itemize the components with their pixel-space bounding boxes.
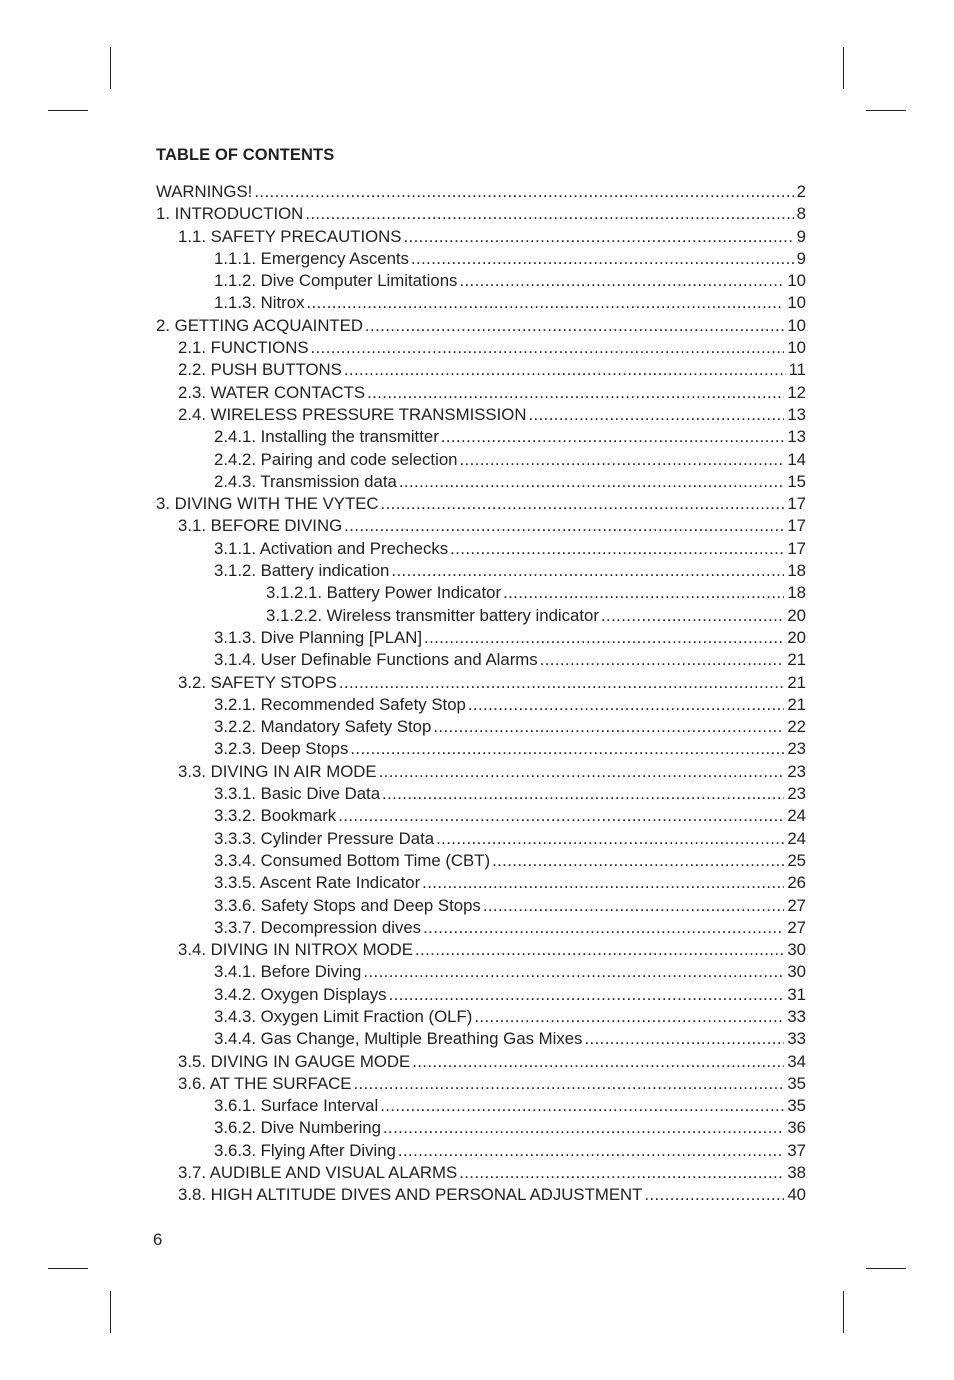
toc-entry-label: 3.1. BEFORE DIVING: [178, 516, 343, 536]
toc-entry-label: 3.6.3. Flying After Diving: [214, 1140, 396, 1160]
toc-leader-dots: [424, 627, 784, 649]
toc-leader-dots: [365, 315, 784, 337]
toc-entry[interactable]: [156, 382, 806, 404]
toc-leader-dots: [254, 181, 793, 203]
toc-entry-page: 13: [787, 404, 806, 424]
toc-entry[interactable]: [156, 359, 806, 381]
toc-entry-label: 2. GETTING ACQUAINTED: [156, 315, 363, 335]
toc-entry-label: 2.4.1. Installing the transmitter: [214, 427, 439, 447]
toc-leader-dots: [398, 1140, 784, 1162]
toc-entry-label: 1.1. SAFETY PRECAUTIONS: [178, 226, 402, 246]
toc-entry-label: 2.4.2. Pairing and code selection: [214, 449, 458, 469]
toc-entry-label: 3.2.3. Deep Stops: [214, 739, 349, 759]
toc-leader-dots: [344, 515, 784, 537]
toc-entry-page: 9: [796, 248, 806, 268]
toc-leader-dots: [584, 1028, 784, 1050]
toc-entry[interactable]: [156, 493, 806, 515]
toc-leader-dots: [436, 828, 784, 850]
toc-leader-dots: [380, 1095, 784, 1117]
toc-entry-label: 1. INTRODUCTION: [156, 204, 304, 224]
toc-leader-dots: [422, 872, 784, 894]
toc-entry[interactable]: [156, 828, 806, 850]
toc-entry-page: 21: [787, 694, 806, 714]
toc-entry-label: 3.2. SAFETY STOPS: [178, 672, 337, 692]
toc-leader-dots: [383, 1117, 784, 1139]
table-of-contents: [156, 181, 806, 1207]
toc-leader-dots: [644, 1184, 784, 1206]
toc-leader-dots: [350, 738, 784, 760]
toc-entry-page: 9: [796, 226, 806, 246]
toc-entry-page: 2: [796, 182, 806, 201]
toc-leader-dots: [528, 404, 784, 426]
toc-entry-page: 38: [787, 1163, 806, 1183]
toc-entry-label: 3.1.3. Dive Planning [PLAN]: [214, 627, 423, 647]
toc-entry[interactable]: [156, 1073, 806, 1095]
toc-entry[interactable]: [156, 716, 806, 738]
toc-leader-dots: [459, 1162, 784, 1184]
toc-entry-page: 22: [787, 717, 806, 737]
toc-entry-label: 3.7. AUDIBLE AND VISUAL ALARMS: [178, 1163, 458, 1183]
toc-entry-label: 3.3.5. Ascent Rate Indicator: [214, 873, 421, 893]
crop-mark-top-right-horizontal: [866, 110, 906, 111]
toc-leader-dots: [379, 761, 785, 783]
toc-leader-dots: [460, 449, 785, 471]
toc-entry[interactable]: [156, 783, 806, 805]
toc-entry-label: 3.8. HIGH ALTITUDE DIVES AND PERSONAL ADJUSTMENT: [178, 1185, 643, 1205]
toc-leader-dots: [353, 1073, 784, 1095]
toc-entry[interactable]: [156, 627, 806, 649]
crop-mark-bottom-left-horizontal: [48, 1268, 88, 1269]
toc-entry[interactable]: [156, 694, 806, 716]
toc-leader-dots: [415, 939, 784, 961]
toc-leader-dots: [306, 292, 784, 314]
toc-entry-page: 35: [787, 1096, 806, 1116]
toc-entry[interactable]: [156, 805, 806, 827]
toc-leader-dots: [441, 426, 785, 448]
toc-entry-label: 3.6.1. Surface Interval: [214, 1096, 379, 1116]
toc-entry-label: 3.1.4. User Definable Functions and Alarms: [214, 650, 538, 670]
toc-leader-dots: [450, 538, 784, 560]
toc-entry[interactable]: [156, 582, 806, 604]
toc-entry-page: 23: [787, 784, 806, 804]
toc-leader-dots: [423, 917, 784, 939]
toc-entry-label: 3.3.2. Bookmark: [214, 806, 337, 826]
toc-entry-label: 3.4.3. Oxygen Limit Fraction (OLF): [214, 1006, 473, 1026]
toc-entry[interactable]: [156, 1095, 806, 1117]
toc-entry-label: 3. DIVING WITH THE VYTEC: [156, 494, 379, 514]
toc-entry[interactable]: [156, 181, 806, 203]
toc-entry-page: 27: [787, 895, 806, 915]
toc-heading: TABLE OF CONTENTS: [156, 146, 335, 164]
toc-entry[interactable]: [156, 449, 806, 471]
toc-entry-label: 3.4.4. Gas Change, Multiple Breathing Gas Mixes: [214, 1029, 583, 1049]
toc-entry-label: 3.4.2. Oxygen Displays: [214, 984, 387, 1004]
toc-entry-page: 17: [787, 516, 806, 536]
toc-entry-page: 10: [787, 293, 806, 313]
toc-leader-dots: [459, 270, 784, 292]
toc-leader-dots: [404, 226, 794, 248]
toc-entry[interactable]: [156, 226, 806, 248]
toc-entry-page: 30: [787, 962, 806, 982]
toc-entry[interactable]: [156, 1051, 806, 1073]
toc-entry-page: 37: [787, 1140, 806, 1160]
toc-entry[interactable]: [156, 426, 806, 448]
toc-entry-label: 3.6. AT THE SURFACE: [178, 1073, 352, 1093]
toc-leader-dots: [483, 895, 785, 917]
toc-leader-dots: [433, 716, 784, 738]
toc-entry[interactable]: [156, 515, 806, 537]
toc-entry-page: 13: [787, 427, 806, 447]
toc-entry-label: WARNINGS!: [156, 182, 253, 201]
toc-entry-page: 35: [787, 1073, 806, 1093]
toc-entry-page: 31: [787, 984, 806, 1004]
toc-entry[interactable]: [156, 1117, 806, 1139]
toc-entry-label: 3.2.2. Mandatory Safety Stop: [214, 717, 432, 737]
toc-entry[interactable]: [156, 939, 806, 961]
toc-leader-dots: [474, 1006, 784, 1028]
toc-entry[interactable]: [156, 337, 806, 359]
toc-leader-dots: [339, 672, 784, 694]
toc-entry[interactable]: [156, 738, 806, 760]
toc-entry-page: 36: [787, 1118, 806, 1138]
toc-leader-dots: [367, 382, 784, 404]
toc-entry[interactable]: [156, 895, 806, 917]
toc-entry-page: 23: [787, 739, 806, 759]
toc-entry-page: 20: [787, 627, 806, 647]
toc-entry[interactable]: [156, 270, 806, 292]
crop-mark-top-right-vertical: [843, 47, 844, 89]
toc-entry-label: 2.4. WIRELESS PRESSURE TRANSMISSION: [178, 404, 527, 424]
toc-entry-label: 3.3.6. Safety Stops and Deep Stops: [214, 895, 481, 915]
toc-entry-page: 10: [787, 338, 806, 358]
toc-leader-dots: [363, 961, 784, 983]
toc-entry[interactable]: [156, 1028, 806, 1050]
crop-mark-bottom-left-vertical: [110, 1291, 111, 1333]
toc-leader-dots: [601, 605, 784, 627]
toc-entry-label: 3.3. DIVING IN AIR MODE: [178, 761, 377, 781]
toc-entry-label: 3.1.1. Activation and Prechecks: [214, 538, 449, 558]
toc-entry-page: 18: [787, 561, 806, 581]
toc-entry-page: 17: [787, 538, 806, 558]
toc-leader-dots: [503, 582, 784, 604]
toc-entry-page: 21: [787, 672, 806, 692]
toc-entry-page: 24: [787, 806, 806, 826]
toc-entry[interactable]: [156, 248, 806, 270]
toc-entry-label: 1.1.2. Dive Computer Limitations: [214, 271, 458, 291]
toc-leader-dots: [492, 850, 784, 872]
toc-entry-page: 30: [787, 940, 806, 960]
toc-leader-dots: [305, 203, 793, 225]
toc-entry-page: 11: [788, 360, 806, 380]
toc-entry[interactable]: [156, 471, 806, 493]
toc-entry-page: 26: [787, 873, 806, 893]
toc-entry-label: 3.4.1. Before Diving: [214, 962, 362, 982]
toc-entry-page: 33: [787, 1029, 806, 1049]
toc-entry-label: 2.3. WATER CONTACTS: [178, 382, 366, 402]
crop-mark-top-left-vertical: [110, 47, 111, 89]
toc-leader-dots: [411, 248, 794, 270]
toc-entry-page: 10: [787, 315, 806, 335]
crop-mark-top-left-horizontal: [48, 110, 88, 111]
toc-entry[interactable]: [156, 761, 806, 783]
toc-entry-label: 2.2. PUSH BUTTONS: [178, 360, 342, 380]
toc-entry[interactable]: [156, 917, 806, 939]
toc-entry-label: 2.4.3. Transmission data: [214, 471, 397, 491]
toc-entry[interactable]: [156, 203, 806, 225]
toc-entry-label: 3.4. DIVING IN NITROX MODE: [178, 940, 413, 960]
toc-entry-label: 3.1.2. Battery indication: [214, 561, 390, 581]
toc-entry-page: 10: [787, 271, 806, 291]
toc-leader-dots: [344, 359, 786, 381]
toc-leader-dots: [311, 337, 785, 359]
toc-entry-label: 3.3.1. Basic Dive Data: [214, 784, 381, 804]
toc-entry-page: 33: [787, 1006, 806, 1026]
toc-entry[interactable]: [156, 1184, 806, 1206]
toc-entry-label: 3.3.7. Decompression dives: [214, 917, 422, 937]
toc-entry[interactable]: [156, 292, 806, 314]
toc-entry-label: 3.3.3. Cylinder Pressure Data: [214, 828, 435, 848]
toc-entry[interactable]: [156, 850, 806, 872]
toc-entry-label: 1.1.3. Nitrox: [214, 293, 305, 313]
toc-leader-dots: [381, 493, 785, 515]
toc-entry[interactable]: [156, 404, 806, 426]
toc-leader-dots: [540, 649, 785, 671]
toc-entry[interactable]: [156, 538, 806, 560]
toc-leader-dots: [389, 984, 785, 1006]
toc-entry-page: 27: [787, 917, 806, 937]
toc-entry-page: 17: [787, 494, 806, 514]
toc-entry-page: 24: [787, 828, 806, 848]
toc-entry-page: 21: [787, 650, 806, 670]
toc-entry-label: 2.1. FUNCTIONS: [178, 338, 309, 358]
toc-entry[interactable]: [156, 605, 806, 627]
toc-leader-dots: [468, 694, 784, 716]
toc-entry[interactable]: [156, 961, 806, 983]
toc-entry-label: 3.2.1. Recommended Safety Stop: [214, 694, 466, 714]
crop-mark-bottom-right-horizontal: [866, 1268, 906, 1269]
toc-entry-label: 3.1.2.1. Battery Power Indicator: [266, 583, 502, 603]
toc-entry[interactable]: [156, 649, 806, 671]
toc-entry[interactable]: [156, 872, 806, 894]
toc-entry-page: 8: [796, 204, 806, 224]
page-number: 6: [153, 1230, 163, 1249]
toc-entry[interactable]: [156, 672, 806, 694]
toc-entry[interactable]: [156, 1140, 806, 1162]
toc-entry-page: 18: [787, 583, 806, 603]
toc-entry[interactable]: [156, 1006, 806, 1028]
toc-leader-dots: [382, 783, 784, 805]
toc-entry-label: 1.1.1. Emergency Ascents: [214, 248, 409, 268]
toc-entry[interactable]: [156, 315, 806, 337]
toc-entry-page: 12: [787, 382, 806, 402]
toc-entry-page: 15: [787, 471, 806, 491]
toc-entry-label: 3.1.2.2. Wireless transmitter battery indicator: [266, 605, 599, 625]
toc-entry-page: 23: [787, 761, 806, 781]
toc-leader-dots: [399, 471, 785, 493]
toc-entry-page: 20: [787, 605, 806, 625]
toc-entry-page: 40: [787, 1185, 806, 1205]
toc-entry-page: 34: [787, 1051, 806, 1071]
toc-entry[interactable]: [156, 984, 806, 1006]
toc-entry-label: 3.6.2. Dive Numbering: [214, 1118, 381, 1138]
toc-leader-dots: [338, 805, 784, 827]
toc-leader-dots: [391, 560, 784, 582]
toc-entry-page: 25: [787, 850, 806, 870]
toc-entry[interactable]: [156, 560, 806, 582]
toc-leader-dots: [412, 1051, 784, 1073]
toc-entry-page: 14: [787, 449, 806, 469]
toc-entry-label: 3.3.4. Consumed Bottom Time (CBT): [214, 850, 491, 870]
toc-entry[interactable]: [156, 1162, 806, 1184]
toc-entry-label: 3.5. DIVING IN GAUGE MODE: [178, 1051, 411, 1071]
crop-mark-bottom-right-vertical: [843, 1291, 844, 1333]
